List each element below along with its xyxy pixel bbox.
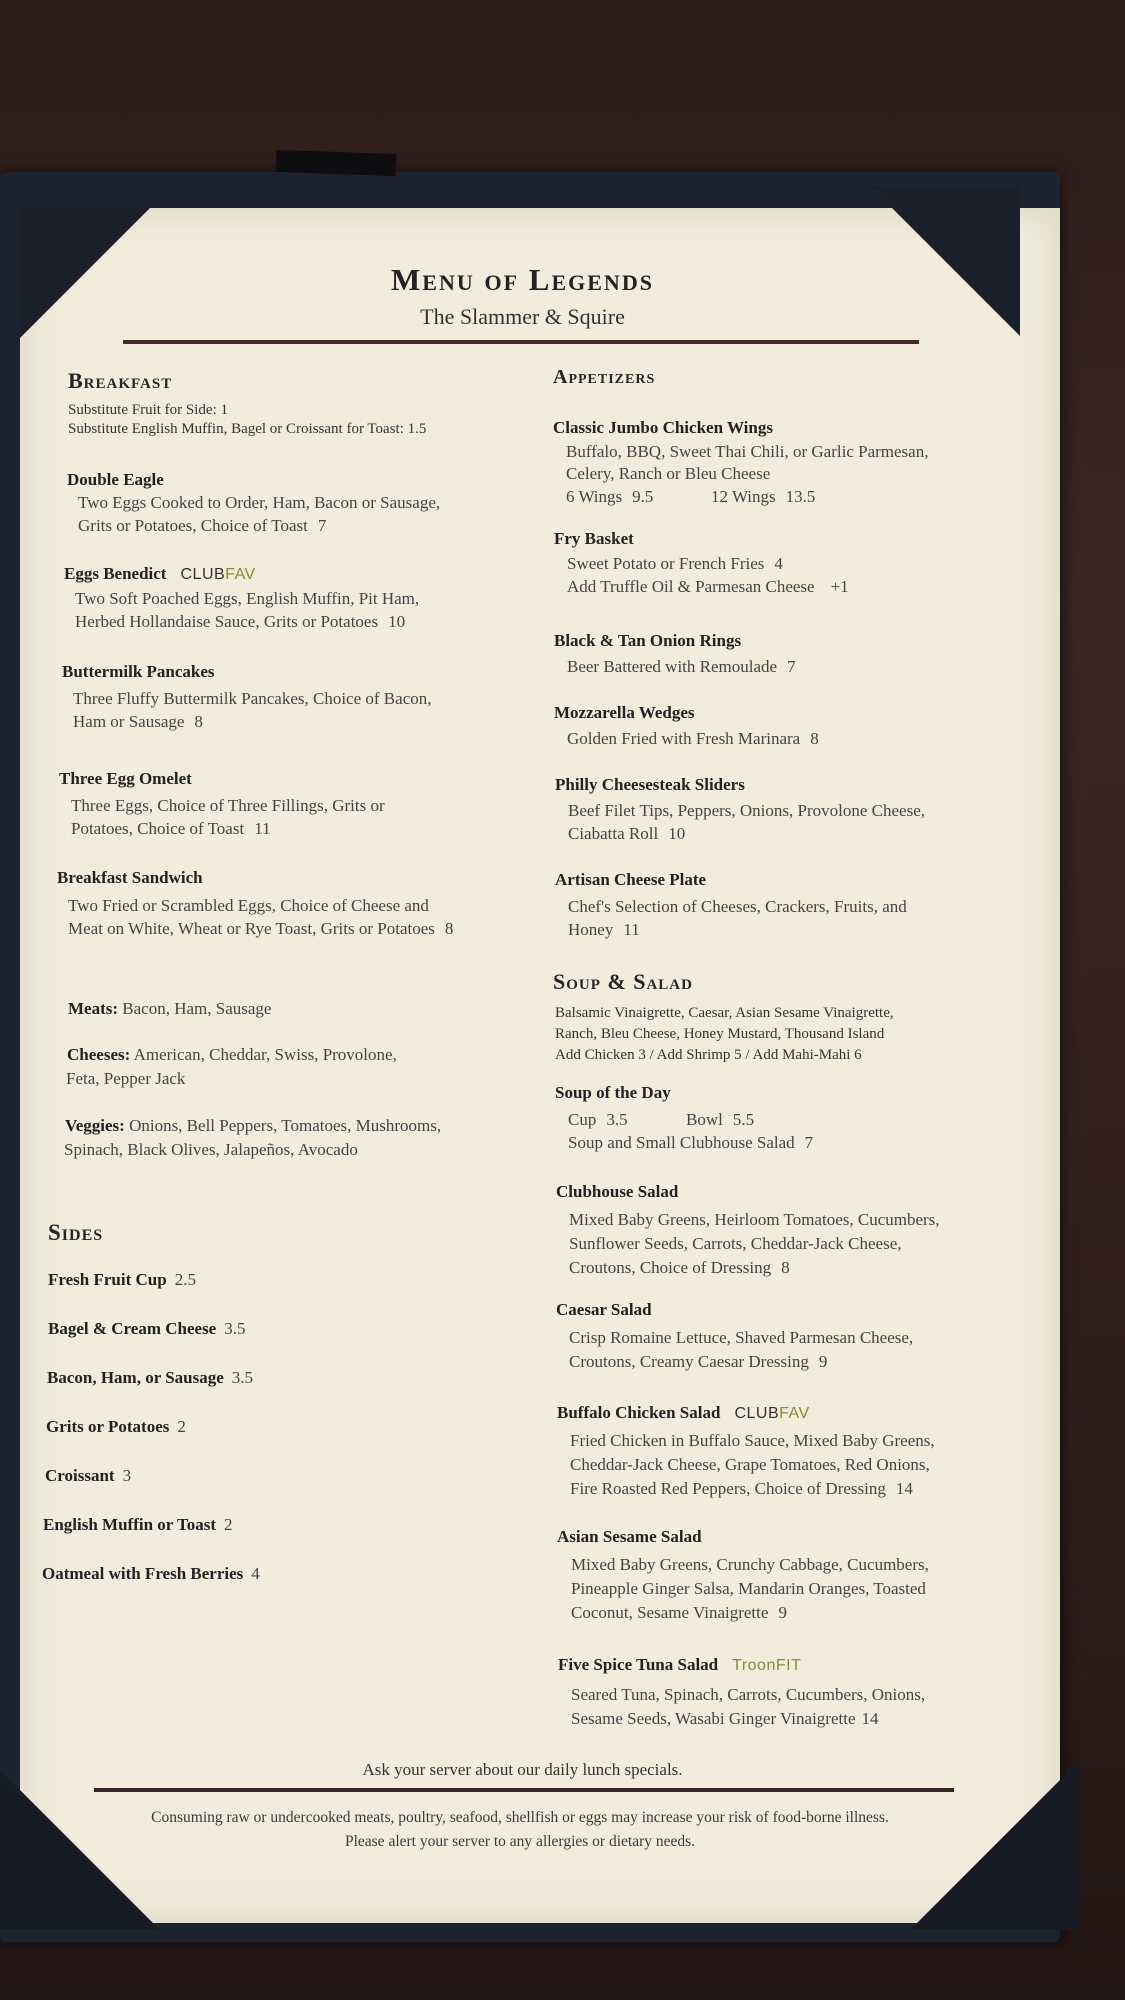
menu-item-desc	[571, 1707, 879, 1730]
menu-item-desc-text: Croutons, Creamy Caesar Dressing	[569, 1352, 809, 1371]
side-item	[46, 1417, 186, 1437]
add-protein-note: Add Chicken 3 / Add Shrimp 5 / Add Mahi-Mahi 6	[555, 1047, 862, 1063]
meats-label: Meats:	[68, 999, 119, 1018]
menu-subtitle: The Slammer & Squire	[420, 304, 625, 329]
menu-item-desc: Seared Tuna, Spinach, Carrots, Cucumbers, Onions,	[571, 1685, 926, 1704]
menu-item-price: 8	[444, 919, 454, 938]
menu-item-desc: Fried Chicken in Buffalo Sauce, Mixed Baby Greens,	[570, 1431, 935, 1450]
menu-item-desc: Pineapple Ginger Salsa, Mandarin Oranges, Toasted	[571, 1579, 926, 1598]
menu-item-desc-text: Coconut, Sesame Vinaigrette	[571, 1603, 769, 1622]
menu-item-name: Fry Basket	[554, 529, 634, 548]
side-name: Croissant	[45, 1466, 115, 1485]
veggies-label: Veggies:	[65, 1116, 125, 1135]
menu-item-desc: Buffalo, BBQ, Sweet Thai Chili, or Garlic Parmesan,	[566, 442, 929, 461]
menu-item-desc: Beef Filet Tips, Peppers, Onions, Provolone Cheese,	[568, 801, 925, 820]
menu-item-name-text: Five Spice Tuna Salad	[558, 1655, 719, 1674]
badge-fav: FAV	[225, 566, 256, 583]
menu-item-desc	[71, 817, 271, 840]
menu-item-price: 8	[781, 1258, 790, 1277]
badge-club: CLUB	[180, 566, 226, 583]
badge-troon: Troon	[732, 1657, 776, 1674]
menu-item-desc	[568, 822, 685, 845]
food-safety-disclaimer	[60, 1806, 980, 1854]
side-price: 4	[251, 1564, 260, 1583]
menu-item-name	[558, 1655, 801, 1675]
menu-item-price: 8	[194, 712, 203, 731]
menu-item-price: 11	[623, 920, 640, 939]
menu-item-name: Buttermilk Pancakes	[62, 662, 215, 681]
menu-item-price: 14	[895, 1479, 913, 1498]
menu-item-price: 14	[861, 1709, 879, 1728]
side-price: 3.5	[224, 1319, 246, 1338]
badge-club: CLUB	[734, 1405, 780, 1422]
dressing-note: Ranch, Bleu Cheese, Honey Mustard, Thousand Island	[555, 1026, 885, 1042]
menu-item-name: Double Eagle	[67, 470, 164, 489]
menu-item-price: 9	[818, 1352, 828, 1371]
menu-item-desc	[75, 610, 405, 633]
menu-item-desc	[567, 575, 849, 598]
side-item	[47, 1368, 253, 1388]
menu-item-desc: Mixed Baby Greens, Heirloom Tomatoes, Cucumbers,	[569, 1210, 940, 1229]
menu-item-price: 4	[774, 554, 783, 573]
menu-item-desc: Celery, Ranch or Bleu Cheese	[566, 464, 771, 483]
cheeses-list: Feta, Pepper Jack	[66, 1069, 186, 1088]
side-price: 2.5	[174, 1270, 196, 1289]
menu-item-price: 7	[787, 657, 796, 676]
menu-item-desc	[569, 1256, 790, 1279]
menu-item-desc-text: Sesame Seeds, Wasabi Ginger Vinaigrette	[571, 1709, 856, 1728]
side-item	[48, 1319, 245, 1339]
soup-size: Bowl	[686, 1110, 723, 1129]
wings-count: 12 Wings	[711, 487, 776, 506]
cheeses-options	[67, 1043, 397, 1067]
side-price: 2	[177, 1417, 186, 1436]
menu-item-price: 9.5	[632, 487, 654, 506]
menu-item-name-text: Buffalo Chicken Salad	[557, 1403, 721, 1422]
side-name: Fresh Fruit Cup	[48, 1270, 167, 1289]
footer-rule	[94, 1788, 954, 1792]
menu-item-desc-text: Ciabatta Roll	[568, 824, 659, 843]
menu-item-name: Clubhouse Salad	[556, 1182, 679, 1201]
meats-list: Bacon, Ham, Sausage	[122, 999, 272, 1018]
wings-option	[566, 485, 653, 508]
appetizers-heading: Appetizers	[553, 366, 656, 388]
meats-options	[68, 997, 271, 1021]
cheeses-label: Cheeses:	[67, 1045, 131, 1064]
menu-item-desc: Two Soft Poached Eggs, English Muffin, Pit Ham,	[75, 589, 420, 608]
menu-item-name: Mozzarella Wedges	[554, 703, 695, 722]
side-name: English Muffin or Toast	[43, 1515, 217, 1534]
menu-item-price: 7	[317, 516, 327, 535]
menu-item-desc	[567, 552, 783, 575]
menu-item-desc	[571, 1601, 787, 1624]
breakfast-heading: Breakfast	[68, 368, 173, 393]
side-price: 2	[224, 1515, 233, 1534]
menu-title: Menu of Legends	[391, 262, 654, 297]
soup-combo	[568, 1131, 813, 1154]
menu-item-desc-text: Soup and Small Clubhouse Salad	[568, 1133, 795, 1152]
menu-item-desc-text: Honey	[568, 920, 614, 939]
menu-item-desc	[570, 1477, 913, 1500]
menu-item-desc	[569, 1350, 827, 1373]
menu-item-name: Breakfast Sandwich	[57, 868, 203, 887]
menu-item-desc: Crisp Romaine Lettuce, Shaved Parmesan Cheese,	[569, 1328, 914, 1347]
bookmark-ribbon	[276, 150, 397, 176]
club-fav-badge	[734, 1405, 809, 1422]
menu-item-name: Philly Cheesesteak Sliders	[555, 775, 745, 794]
menu-item-desc-text: Add Truffle Oil & Parmesan Cheese	[567, 577, 815, 596]
side-item	[43, 1515, 233, 1535]
menu-item-name	[64, 564, 256, 584]
lunch-specials-note: Ask your server about our daily lunch specials.	[362, 1760, 683, 1779]
menu-item-desc-text: Croutons, Choice of Dressing	[569, 1258, 772, 1277]
menu-item-name	[557, 1403, 810, 1423]
club-fav-badge	[180, 566, 255, 583]
disclaimer-line: Please alert your server to any allergies or dietary needs.	[344, 1833, 696, 1850]
side-price: 3.5	[231, 1368, 254, 1387]
side-name: Bacon, Ham, or Sausage	[47, 1368, 224, 1387]
menu-item-name: Soup of the Day	[555, 1083, 671, 1102]
menu-item-desc-text: Herbed Hollandaise Sauce, Grits or Potatoes	[75, 612, 379, 631]
cheeses-list: American, Cheddar, Swiss, Provolone,	[133, 1045, 397, 1064]
menu-item-price: 7	[804, 1133, 814, 1152]
menu-item-name: Classic Jumbo Chicken Wings	[553, 418, 773, 437]
wings-count: 6 Wings	[566, 487, 623, 506]
menu-item-desc-text: Beer Battered with Remoulade	[567, 657, 778, 676]
menu-item-name: Asian Sesame Salad	[557, 1527, 702, 1546]
disclaimer-line: Consuming raw or undercooked meats, poultry, seafood, shellfish or eggs may increase your risk of food-borne illness.	[151, 1809, 889, 1826]
side-item	[42, 1564, 260, 1584]
soup-size: Cup	[568, 1110, 597, 1129]
menu-item-desc-text: Fire Roasted Red Peppers, Choice of Dressing	[570, 1479, 886, 1498]
sides-heading: Sides	[48, 1220, 104, 1245]
menu-item-price: 8	[810, 729, 819, 748]
side-name: Grits or Potatoes	[46, 1417, 170, 1436]
side-item	[48, 1270, 196, 1290]
menu-item-name: Caesar Salad	[556, 1300, 652, 1319]
menu-item-desc-text: Sweet Potato or French Fries	[567, 554, 765, 573]
menu-item-desc	[568, 918, 640, 941]
menu-item-desc-text: Golden Fried with Fresh Marinara	[567, 729, 801, 748]
menu-item-price: 11	[254, 819, 271, 838]
menu-item-price: 3.5	[606, 1110, 628, 1129]
menu-item-desc: Chef's Selection of Cheeses, Crackers, Fruits, and	[568, 897, 907, 916]
side-name: Bagel & Cream Cheese	[48, 1319, 217, 1338]
menu-item-price: 9	[778, 1603, 787, 1622]
badge-fav: FAV	[779, 1405, 810, 1422]
menu-item-price: 10	[668, 824, 686, 843]
veggies-options	[65, 1114, 441, 1138]
side-item	[45, 1466, 131, 1486]
soup-bowl	[686, 1108, 754, 1131]
menu-item-desc-text: Ham or Sausage	[73, 712, 185, 731]
menu-item-desc: Two Fried or Scrambled Eggs, Choice of Cheese and	[68, 896, 429, 915]
badge-fit: FIT	[775, 1657, 802, 1674]
menu-item-desc: Mixed Baby Greens, Crunchy Cabbage, Cucumbers,	[571, 1555, 929, 1574]
soup-cup	[568, 1108, 628, 1131]
menu-item-desc	[73, 710, 203, 733]
menu-item-desc-text: Grits or Potatoes, Choice of Toast	[78, 516, 308, 535]
menu-item-desc-text: Potatoes, Choice of Toast	[71, 819, 245, 838]
menu-item-desc: Cheddar-Jack Cheese, Grape Tomatoes, Red Onions,	[570, 1455, 930, 1474]
dressing-note: Balsamic Vinaigrette, Caesar, Asian Sesame Vinaigrette,	[555, 1005, 894, 1021]
menu-item-price: 5.5	[732, 1110, 755, 1129]
menu-item-desc	[78, 514, 326, 537]
veggies-list: Spinach, Black Olives, Jalapeños, Avocado	[64, 1140, 358, 1159]
soup-salad-heading: Soup & Salad	[553, 969, 693, 994]
menu-item-name-text: Eggs Benedict	[64, 564, 167, 583]
menu-item-price: 13.5	[785, 487, 816, 506]
menu-item-name: Three Egg Omelet	[59, 769, 192, 788]
wings-option	[711, 485, 815, 508]
menu-item-name: Artisan Cheese Plate	[555, 870, 707, 889]
header-rule	[123, 340, 919, 344]
breakfast-note: Substitute English Muffin, Bagel or Croissant for Toast: 1.5	[68, 421, 427, 437]
troon-fit-badge	[732, 1657, 801, 1674]
menu-item-price: 10	[388, 612, 406, 631]
menu-item-name: Black & Tan Onion Rings	[554, 631, 742, 650]
side-name: Oatmeal with Fresh Berries	[42, 1564, 244, 1583]
menu-item-desc: Three Eggs, Choice of Three Fillings, Grits or	[71, 796, 385, 815]
menu-item-desc: Three Fluffy Buttermilk Pancakes, Choice of Bacon,	[73, 689, 432, 708]
menu-item-price: +1	[830, 577, 849, 596]
menu-item-desc	[68, 917, 453, 940]
menu-item-desc	[567, 727, 819, 750]
side-price: 3	[122, 1466, 132, 1485]
menu-item-desc: Sunflower Seeds, Carrots, Cheddar-Jack Cheese,	[569, 1234, 902, 1253]
menu-item-desc	[567, 655, 796, 678]
breakfast-note: Substitute Fruit for Side: 1	[68, 402, 229, 418]
veggies-list: Onions, Bell Peppers, Tomatoes, Mushrooms,	[129, 1116, 442, 1135]
menu-item-desc: Two Eggs Cooked to Order, Ham, Bacon or Sausage,	[78, 493, 441, 512]
menu-item-desc-text: Meat on White, Wheat or Rye Toast, Grits or Potatoes	[68, 919, 435, 938]
